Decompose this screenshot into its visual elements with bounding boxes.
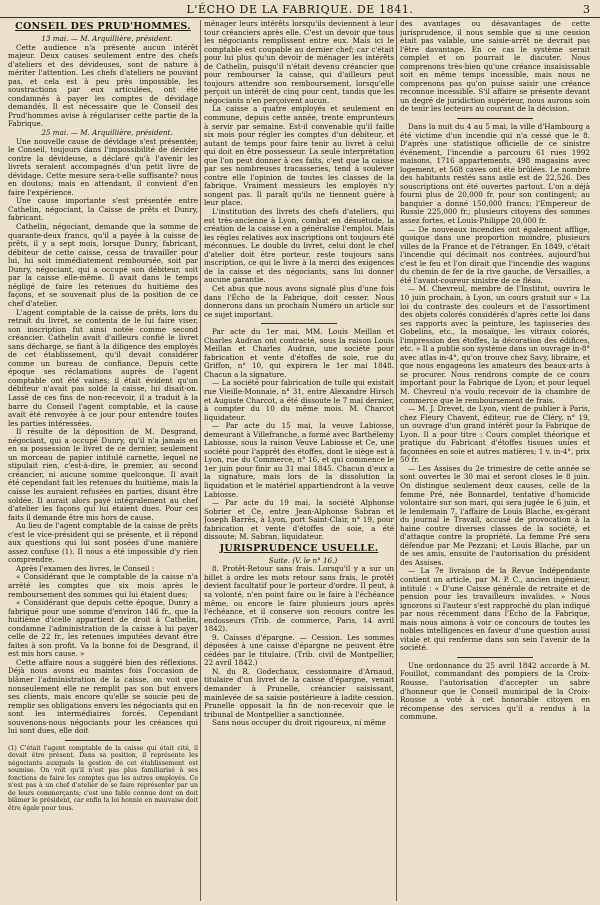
paragraph: L'institution des livrets des chefs d'ateliers, qui est très-ancienne à Lyon, combat en désuétude, la création de la caisse en a généralisé l'emploi. Mais les règles relatives aux inscriptions ont toujours été méconnues. Le double du livret, celui dont le chef d'atelier doit être porteur, reste toujours sans inscription, ce qui le livre à la merci des exigences de la caisse et des négociants, sans lui donner aucune garantie. <box>204 207 394 285</box>
column-divider <box>200 20 201 901</box>
paragraph: — De nouveaux incendies ont également afflige, quoique dans une proportion moindre, plusieurs villes de la France et de l'étranger. En 1849, c'était l'incendie qui décimait nos contrées, aujourd'hui c'est le feu et l'on dirait que l'incendie des wagons du chemin de fer de la rive gauche, de Versailles, a été l'avant-coureur sinistre de ce fléau. <box>400 224 590 285</box>
paragraph: — Par acte du 19 mai, la société Alphonse Sobrier et Ce, entre Jean-Alphonse Sabran et Joseph Barrès, à Lyon, port Saint-Clair, n° 19, pour fabrication et vente d'étoffes de soie, a été dissoute; M. Sabran, liquidateur. <box>204 498 394 542</box>
paragraph: — Par acte du 15 mai, la veuve Labiosse, demeurant à Villefranche, a formé avec Barthélemy Labiosse, sous la raison Veuve Labiosse et Ce, une société pour l'apprêt des étoffes, dont le siège est à Lyon, rue du Commerce, n° 16, et qui commence le 1er juin pour finir au 31 mai 1845. Chacun d'eux a la signature, mais lors de la dissolution la liquidation et le matériel appartiendront à la veuve Labiosse. <box>204 421 394 499</box>
paragraph: Une ordonnance du 25 avril 1842 accorde à M. Fouillot, commandant des pompiers de la Croix-Rousse, l'autorisation d'accepter un sabre d'honneur que le Conseil municipal de la Croix-Rousse a voté à cet honorable citoyen en récompense des services qu'il a rendus à la commune. <box>400 660 590 722</box>
column-3 <box>400 20 590 901</box>
column-1 <box>8 20 198 901</box>
paragraph: Cet abus que nous avons signalé plus d'une fois dans l'Écho de la Fabrique, doit cesser. Nous donnerons dans un prochain Numéro un article sur ce sujet important. <box>204 283 394 319</box>
session-line: 13 mai. — M. Arquillière, président. <box>41 34 173 43</box>
section-rule <box>457 657 533 658</box>
paragraph: Une nouvelle cause de dévidage s'est présentée; le Conseil, toujours dans l'impossibilité de décider contre la dévideuse, a déclaré qu'à l'avenir les livrets seraient accompagnés d'un petit livre de dévidage. Cette mesure sera-t-elle suffisante? nous en doutons; mais en attendant, il convient d'en faire l'expérience. <box>8 136 198 197</box>
paragraph: Cette audience n'a présenté aucun intérêt majeur. Deux causes seulement entre des chefs d'ateliers et des dévideuses, sont de nature à mériter l'attention. Les chefs d'ateliers ne pouvant pas, et cela est à peu près impossible, les soustractions par eux articulées, ont été condamnés à payer les comptes de dévidage demandés. Il est nécessaire que le Conseil des Prud'hommes avise à régulariser cette partie de la Fabrique. <box>8 42 198 129</box>
paragraph: « Considérant que depuis cette époque, Dunry a fabriqué pour une somme d'environ 146 fr., que la huitième d'icelle appartient de droit à Cathelin, condamne l'administration de la caisse à lui payer celle de 22 fr., les retenues imputées devant être faites à son profit. Va la bonne foi de Desgrand, il est mis hors cause. » <box>8 598 198 659</box>
column-2 <box>204 20 394 901</box>
column-divider <box>396 20 397 901</box>
paragraph: — M. J. Drevet, de Lyon, vient de publier à Paris, chez Fleury Chavent, éditeur, rue de Cléry, n° 19, un ouvrage d'un grand intérêt pour la Fabrique de Lyon. Il a pour titre : Cours complet théorique et pratique du Fabricant d'étoffes tissues unies et façonnées en soie et autres matières; 1 v. in-4°, prix 50 fr. <box>400 404 590 465</box>
paragraph: Par acte du 1er mai, MM. Louis Meillan et Charles Audran ont contracté, sous la raison Louis Meillan et Charles Audran, une société pour fabrication et vente d'étoffes de soie, rue du Griffon, n° 10, qui expirera le 1er mai 1848. Chacun a la signature. <box>204 327 394 379</box>
section-rule <box>261 323 337 324</box>
paragraph: — Les Assises du 2e trimestre de cette année se sont ouvertes le 30 mai et seront closes le 8 juin. On distingue seulement deux causes, celle de la femme Pré, née Bonnardel, tentative d'homicide volontaire sur son mari, qui sera jugée le 6 juin, et le lendemain 7, l'affaire de Louis Blache, ex-gérant du journal le Travail, accusé de provocation à la haine contre diverses classes de la société, et d'attaque contre la propriété. La femme Pré sera défendue par Me Pezzani; et Louis Blache, par un de ses amis, ensuite de l'autorisation du président des Assises. <box>400 463 590 567</box>
paragraph: Après l'examen des livres, le Conseil : <box>16 563 155 573</box>
paragraph: Cathelin, négociant, demande que la somme de quarante-deux francs, qu'il a payée à la caisse de prêts, il y a sept mois, lorsque Dunry, fabricant, débiteur de cette caisse, cessa de travailler pour lui, lui soit immédiatement remboursée, soit par Dunry, négociant, qui a occupé son débiteur, soit par la caisse elle-même. Il avait dans le temps négligé de faire les retenues du huitième des façons, et se souvenait plus de la position de ce chef d'atelier. <box>8 222 198 308</box>
paragraph: 9. Caisses d'épargne. — Cession. Les sommes déposées à une caisse d'épargne ne peuvent être cédées par le titulaire. (Trib. civil de Montpellier, 22 avril 1842.) <box>204 632 394 668</box>
footnote-rule <box>65 740 141 741</box>
section-heading: JURISPRUDENCE USUELLE. <box>219 542 379 554</box>
paragraph: Dans la nuit du 4 au 5 mai, la ville d'Hambourg a été victime d'un incendie qui n'a cessé que le 8. D'après une statistique officielle de ce sinistre événement, l'incendie a parcouru 61 rues 1992 maisons, 1716 appartements, 498 magasins avec logement, et 568 caves ont été brûlées. Le nombre des habitants restés sans asile est de 22,526. Des souscriptions ont été ouvertes partout. L'on a déjà fourni plus de 20,000 fr. pour son contingent; au banquier a donné 150,000 francs; l'Empereur de Russie 225,000 fr.; plusieurs citoyens des sommes assez fortes, et Louis-Philippe 20,000 fr. <box>400 122 590 226</box>
paragraph: ménager leurs intérêts lorsqu'ils deviennent à leur tour créanciers après elle. C'est un devoir que tous les négociants remplissent entre eux. Mais ici le comptable est coupable au dernier chef; car c'était pour lui plus qu'un devoir de ménager les intérêts de Cathelin, puisqu'il n'était devenu créancier que pour rembourser la caisse, qui d'ailleurs peut toujours attendre son remboursement, lorsqu'elle perçoit un intérêt de cinq pour cent, tandis que les négociants n'en perçoivent aucun. <box>204 20 394 105</box>
paragraph: N. du R. Godechaux, cessionnaire d'Arnaud, titulaire d'un livret de la caisse d'épargne, venait demander à Prunelle, créancier saisissant, mainlevée de sa saisie postérieure à ladite cession. Prunelle opposait la fin de non-recevoir que le tribunal de Montpellier a sanctionnée. <box>204 666 394 719</box>
journal-title: L'ÉCHO DE LA FABRIQUE. DE 1841. <box>186 3 414 16</box>
running-header <box>0 3 600 18</box>
paragraph: Cette affaire nous a suggéré bien des réflexions. Déjà nous avons eu maintes fois l'occasion de blâmer l'administration de la caisse, on voit que nonseulement elle ne remplit pas son but envers ses clients, mais encore qu'elle se soucie peu de remplir ses obligations envers les négociants qui en sont les intermédiaires forcés. Cependant souvenons-nous négociants pour les créances qui lui sont dues, elle doit <box>8 657 198 736</box>
page-number: 3 <box>583 3 590 16</box>
paragraph: Il résulte de la déposition de M. Desgrand, négociant, qui a occupé Dunry, qu'il n'a jamais eu en sa possession le livret de ce dernier, seulement un morceau de papier intitulé carnette, lequel ne stipulait rien, c'est-à-dire, le premier, au second créancier, ni aucune somme quelconque. Il avait été cependant fait les retenues du huitième, mais la caisse les auraient refusées en parties, disant être soldée. Il aurait alors payé intégralement au chef d'atelier les façons qui lui étaient dues. Pour ces faits il demande être mis hors de cause. <box>8 427 198 522</box>
section-heading: CONSEIL DES PRUD'HOMMES. <box>15 21 191 32</box>
subheading: Suite. (V. le n° 16.) <box>268 555 338 565</box>
paragraph: La caisse a quatre employés et seulement en commune, depuis cette année, trente emprunteurs à servir par semaine. Est-il convenable qu'il faille six mois pour régler les comptes d'un débiteur, et autant de temps pour faire tenir au livret à celui qui doit en être possesseur. La seule interprétation que l'on peut donner à ces faits, c'est que la caisse par ses nombreuses tracasseries, tend à soulever contre elle l'opinion de toutes les classes de la fabrique. Vraiment messieurs les employés n'y songent pas. Il paraît qu'ils ne tiennent guère à leur place. <box>204 104 394 208</box>
paragraph: L'agent comptable de la caisse de prêts, lors du retrait du livret, se contenta de le lui faire viser, son inscription fut ainsi notée comme second créancier. Cathelin avait d'ailleurs confié le livret sans décharge, se fiant à la diligence des employés de cet établissement, qu'il devait considérer comme un bureau de confiance. Depuis cette époque ses réclamations auprès de l'agent comptable ont été vaines; il était évident qu'un débiteur n'avait pas soldé la caisse, lui disait-on. Lassé de ces fins de non-recevoir, il a traduit à la barre du Conseil l'agent comptable, et la cause avait été renvoyée à ce jour pour entendre toutes les parties intéressées. <box>8 307 198 428</box>
paragraph: — La 7e livraison de la Revue Indépendante contient un article, par M. P. C., ancien ingénieur, intitulé : « D'une Caisse générale de retraite et de pension pour les travailleurs invalides. » Nous ignorons si l'auteur s'est rapproché du plan indiqué par nous récemment dans l'Écho de la Fabrique, mais nous aimons à voir ce concours de toutes les nobles intelligences en faveur d'une question aussi vitale et qui renferme dans son sein l'avenir de la société. <box>400 566 590 653</box>
paragraph: — M. Chevreul, membre de l'Institut, ouvrira le 10 juin prochain, à Lyon, un cours gratuit sur « La loi du contraste des couleurs et de l'assortiment des objets colorés considérés d'après cette loi dans ses rapports avec la peinture, les tapisseries des Gobelins, etc., la mosaïque, les vitraux colorés, l'impression des étoffes, la décoration des édifices, etc. » Il a publié son système dans un ouvrage in-8° avec atlas in-4°, qu'on trouve chez Savy, libraire, et que nous engageons les amateurs des beaux-arts à se procurer. Nous rendrons compte de ce cours important pour la Fabrique de Lyon; et pour lequel M. Chevreul n'a voulu recevoir de la chambre de commerce que le remboursement de frais. <box>400 284 590 405</box>
footnote: (1) C'était l'agent comptable de la caisse qui était cité, il devait être présent. Dans sa position, il représente les négociants auxquels la gestion de cet établissement est soumise. On voit qu'il n'est pas plus familiarisé à ses fonctions de faire les comptes que les autres employés. Ce n'est pas à un chef d'atelier de se faire représenter par un de leurs commerçants; c'est une fable connue dont on doit blâmer le président, car enfin la loi honnie en mauvaise doit être égale pour tous. <box>8 744 198 812</box>
paragraph: 8. Protêt-Retour sans frais. Lorsqu'il y a sur un billet à ordre les mots retour sans frais, le protêt devient facultatif pour le porteur d'ordre. Il peut, à sa volonté, n'en point faire ou le faire à l'échéance même, ou encore le faire plusieurs jours après l'échéance, et il conserve son recours contre les endosseurs (Trib. de commerce, Paris, 14 avril 1842). <box>204 564 394 634</box>
paragraph: Une cause importante s'est présentée entre Cathelin, négociant, la Caisse de prêts et Dunry, fabricant. <box>8 196 198 223</box>
paragraph: des avantages ou désavantages de cette jurisprudence, il nous semble que si une cession était pas valable, une saisie-arrêt ne devrait pas l'être davantage. En ce cas le système serait complet et on pourrait le discuter. Nous comprenons très-bien qu'une créance insaisissable soit en même temps incessible, mais nous ne comprenons pas qu'on puisse saisir une créance reconnue incessible. S'il affaire se présente devant un degré de juridiction supérieur, nous aurons soin de tenir les lecteurs au courant de la décision. <box>400 20 590 114</box>
paragraph: « Considérant que le comptable de la caisse n'a arrêté les comptes que six mois après le remboursement des sommes qui lui étaient dues; <box>8 572 198 599</box>
section-rule <box>457 118 533 119</box>
paragraph: Sans nous occuper du droit rigoureux, ni même <box>212 718 386 728</box>
paragraph: — La société pour fabrication de tulle qui existait rue Vieille-Monnaie, n° 31, entre Alexandre Hirsch et Auguste Charcot, a été dissoute le 7 mai dernier, à compter du 10 du même mois. M. Charcot liquidateur. <box>204 378 394 422</box>
session-line: 25 mai. — M. Arquillière, président. <box>41 128 173 138</box>
paragraph: Au lieu de l'agent comptable de la caisse de prêts c'est le vice-président qui se présente, et il répond aux questions qui lui sont posées d'une manière assez confuse (1). Il nous a été impossible d'y rien comprendre. <box>8 521 198 565</box>
